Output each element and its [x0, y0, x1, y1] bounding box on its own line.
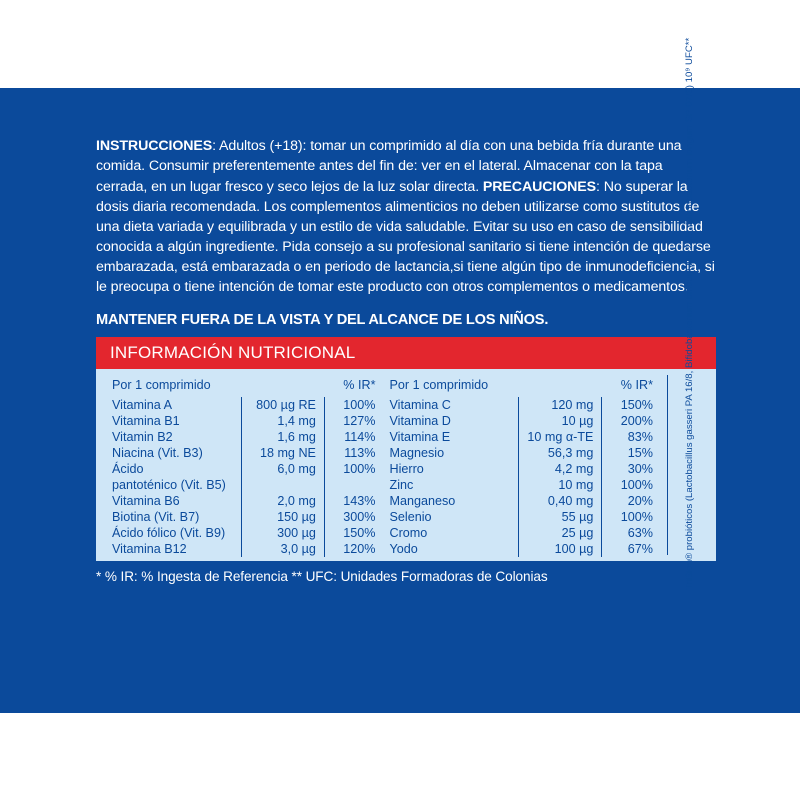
nutrient-amount: 100 µg	[519, 541, 602, 557]
table-row	[386, 509, 664, 525]
nutrient-ir: 100%	[602, 477, 663, 493]
instructions-text-2: : No superar la dosis diaria recomendada. Los complementos alimenticios no deben utilizarse como sustitutos de una dieta variada y equilibrada y un estilo de vida saludable. Evitar su uso en caso de sensibilidad conocida a algún ingrediente. Pida consejo a su profesional sanitario si tiene intención de quedarse embarazada, está embarazada o en periodo de lactancia,si tiene algún tipo de inmunodeficiencia, si le preocupa o tiene intención de tomar este producto con otros complementos o medicamentos.	[96, 178, 715, 296]
table-row	[108, 397, 386, 413]
table-row	[108, 525, 386, 541]
nutrient-ir: 150%	[602, 397, 663, 413]
nutrient-ir: 143%	[324, 493, 385, 509]
nutrient-amount: 1,6 mg	[241, 429, 324, 445]
package-content	[96, 37, 716, 682]
nutrition-title: INFORMACIÓN NUTRICIONAL	[96, 337, 716, 369]
nutrient-name: Ácido fólico (Vit. B9)	[112, 525, 226, 540]
table-row	[108, 509, 386, 525]
nutrient-name: Vitamina E	[389, 429, 451, 444]
table-row	[386, 541, 664, 557]
nutrient-amount: 25 µg	[519, 525, 602, 541]
nutrient-ir: 67%	[602, 541, 663, 557]
instructions-text-1: : Adultos (+18): tomar un comprimido al día con una bebida fría durante una comida. Consumir preferentemente antes del fin de: ver en el lateral. Almacenar con la tapa cerrada, en un lugar fresco y seco lejos de la luz solar directa.	[96, 138, 682, 195]
nutrient-ir	[324, 477, 385, 493]
table-row	[386, 429, 664, 445]
nutrient-name: Ácido	[112, 461, 144, 476]
nutrition-column-right	[386, 377, 664, 557]
nutrient-name: Biotina (Vit. B7)	[112, 509, 200, 524]
nutrient-ir: 114%	[324, 429, 385, 445]
nutrient-ir: 200%	[602, 413, 663, 429]
header-amount-left	[241, 377, 324, 397]
nutrient-name: Magnesio	[389, 445, 445, 460]
nutrient-name: pantoténico (Vit. B5)	[112, 477, 226, 492]
nutrient-name: Vitamina D	[389, 413, 451, 428]
nutrient-name: Selenio	[389, 509, 432, 524]
header-amount-right	[519, 377, 602, 397]
nutrient-amount: 10 µg	[519, 413, 602, 429]
nutrient-amount: 10 mg	[519, 477, 602, 493]
keep-out-of-reach-warning: MANTENER FUERA DE LA VISTA Y DEL ALCANCE DE LOS NIÑOS.	[96, 311, 549, 328]
header-per-tablet-left: Por 1 comprimido	[112, 377, 211, 392]
nutrient-name: Zinc	[389, 477, 414, 492]
nutrition-table-right	[386, 377, 664, 557]
table-row	[108, 413, 386, 429]
table-row	[108, 493, 386, 509]
nutrient-amount: 55 µg	[519, 509, 602, 525]
header-ir-left: % IR*	[343, 377, 376, 392]
nutrient-amount: 2,0 mg	[241, 493, 324, 509]
header-ir-right: % IR*	[620, 377, 653, 392]
nutrient-name: Hierro	[389, 461, 424, 476]
nutrient-ir: 100%	[324, 461, 385, 477]
table-row	[386, 461, 664, 477]
table-row	[108, 429, 386, 445]
nutrient-name: Vitamina B1	[112, 413, 180, 428]
instructions-paragraph	[96, 136, 716, 297]
nutrient-name: Niacina (Vit. B3)	[112, 445, 203, 460]
table-row	[386, 477, 664, 493]
nutrient-amount: 0,40 mg	[519, 493, 602, 509]
nutrient-amount	[241, 477, 324, 493]
nutrient-ir: 83%	[602, 429, 663, 445]
nutrient-amount: 3,0 µg	[241, 541, 324, 557]
table-row	[108, 461, 386, 477]
table-row	[108, 477, 386, 493]
product-package-panel	[0, 37, 800, 713]
instructions-label: INSTRUCCIONES	[96, 138, 213, 155]
nutrition-table-left	[108, 377, 386, 557]
nutrient-name: Manganeso	[389, 493, 456, 508]
table-row	[386, 413, 664, 429]
nutrient-ir: 120%	[324, 541, 385, 557]
nutrient-ir: 113%	[324, 445, 385, 461]
nutrient-ir: 127%	[324, 413, 385, 429]
nutrition-column-left	[108, 377, 386, 557]
table-row	[386, 397, 664, 413]
nutrient-amount: 300 µg	[241, 525, 324, 541]
table-header-row	[108, 377, 386, 397]
table-row	[108, 445, 386, 461]
nutrient-name: Vitamina B12	[112, 541, 187, 556]
nutrient-name: Vitamina B6	[112, 493, 180, 508]
nutrient-amount: 1,4 mg	[241, 413, 324, 429]
nutrient-ir: 100%	[324, 397, 385, 413]
nutrient-name: Vitamina A	[112, 397, 172, 412]
probiotics-side-note	[667, 37, 712, 590]
nutrient-ir: 300%	[324, 509, 385, 525]
nutrient-amount: 120 mg	[519, 397, 602, 413]
table-row	[386, 493, 664, 509]
precautions-label: PRECAUCIONES	[482, 178, 597, 195]
nutrient-amount: 56,3 mg	[519, 445, 602, 461]
nutrient-name: Vitamina C	[389, 397, 451, 412]
nutrition-tables	[96, 369, 667, 561]
nutrient-amount: 800 µg RE	[241, 397, 324, 413]
table-row	[386, 445, 664, 461]
nutrient-name: Cromo	[389, 525, 428, 540]
header-per-tablet-right: Por 1 comprimido	[389, 377, 489, 392]
nutrient-amount: 18 mg NE	[241, 445, 324, 461]
nutrition-footnote: * % IR: % Ingesta de Referencia ** UFC: Unidades Formadoras de Colonias	[96, 568, 548, 584]
nutrient-name: Vitamin B2	[112, 429, 173, 444]
table-row	[108, 541, 386, 557]
nutrient-ir: 100%	[602, 509, 663, 525]
nutrient-ir: 20%	[602, 493, 663, 509]
nutrient-ir: 150%	[324, 525, 385, 541]
nutrient-amount: 6,0 mg	[241, 461, 324, 477]
table-row	[386, 525, 664, 541]
nutrient-name: Yodo	[389, 541, 418, 556]
nutrient-ir: 63%	[602, 525, 663, 541]
nutrient-amount: 150 µg	[241, 509, 324, 525]
nutrient-ir: 15%	[602, 445, 663, 461]
nutrient-ir: 30%	[602, 461, 663, 477]
nutrient-amount: 4,2 mg	[519, 461, 602, 477]
nutrient-amount: 10 mg α-TE	[519, 429, 602, 445]
table-header-row	[386, 377, 664, 397]
probiotics-side-note-text: TriBion® probióticos (Lactobacillus gasseri PA 16/8, Bifidobacterium bifidum MF 20/5, Bifidobacterium longum SP 07/3) 10⁹ UFC**	[684, 37, 696, 590]
